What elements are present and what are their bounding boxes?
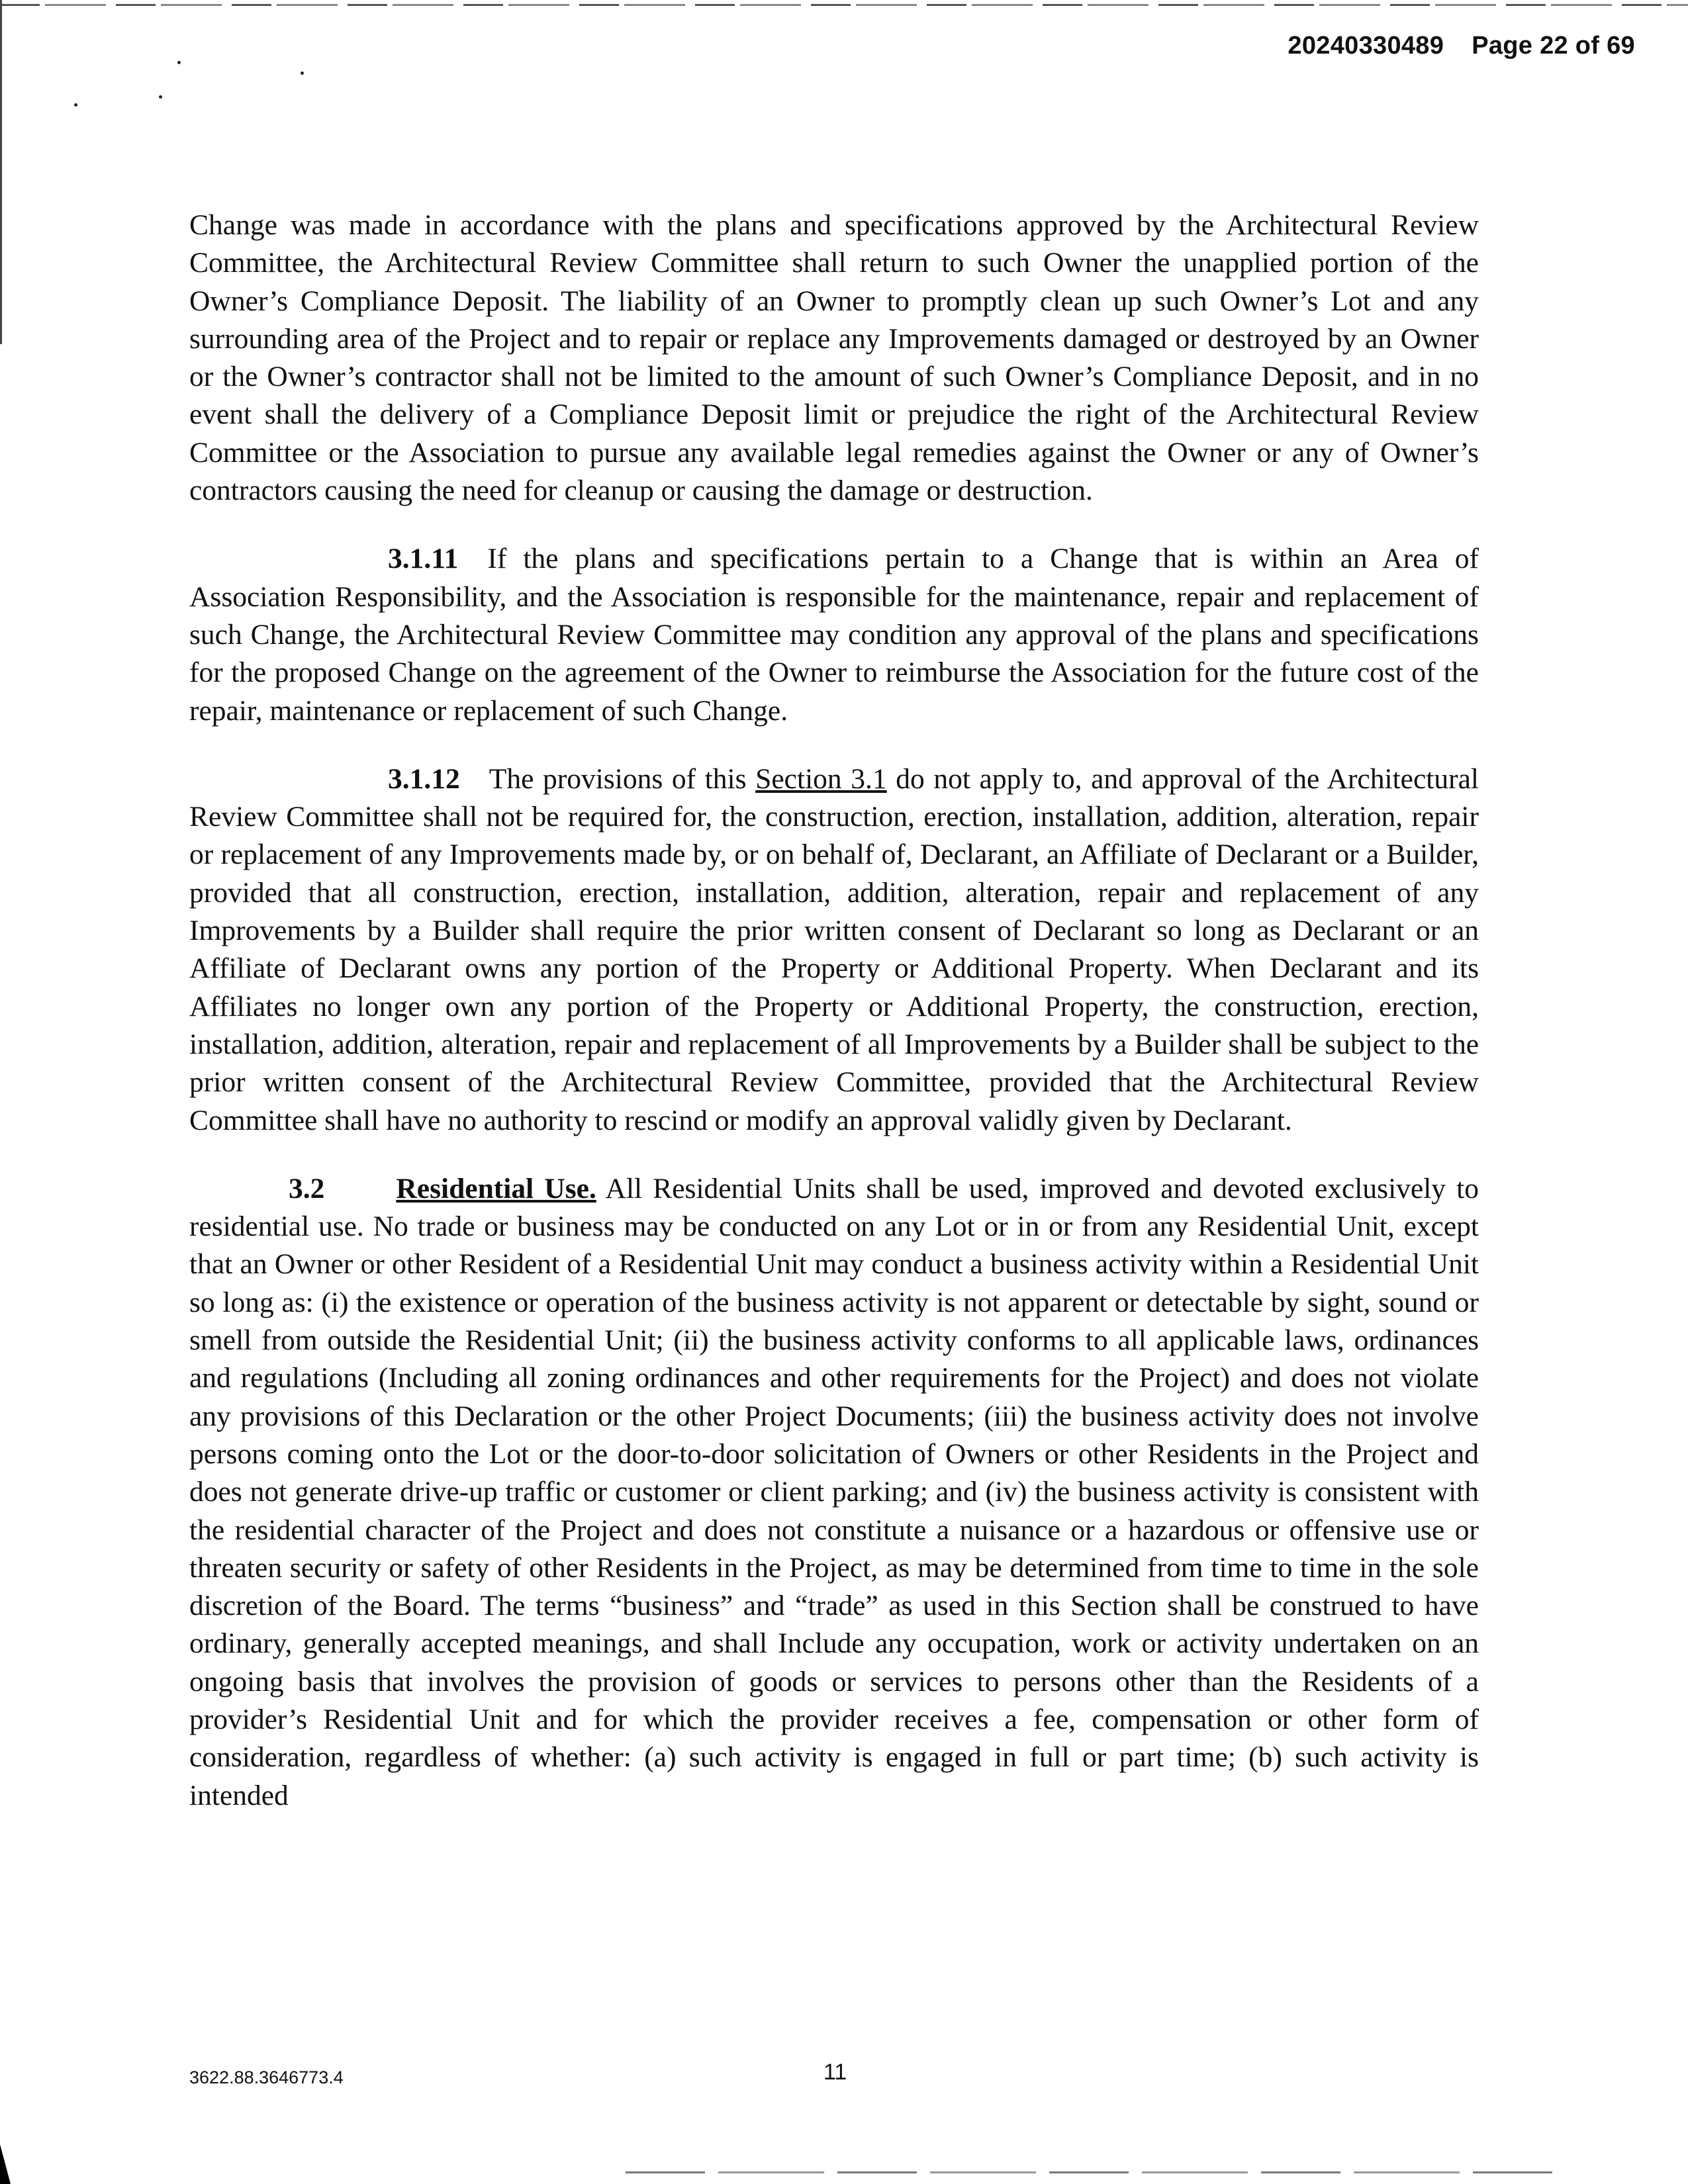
section-text-before-ref: The provisions of this	[489, 762, 756, 795]
section-3-1-12	[189, 760, 1479, 1140]
section-text: All Residential Units shall be used, improved and devoted exclusively to residential use. No trade or business may be conducted on any Lot or in or from any Residential Unit, except that an Owner or other Resident of a Residential Unit may conduct a business activity within a Residential Unit so long as: (i) the existence or operation of the business activity is not apparent or detectable by sight, sound or smell from outside the Residential Unit; (ii) the business activity conforms to all applicable laws, ordinances and regulations (Including all zoning ordinances and other requirements for the Project) and does not violate any provisions of this Declaration or the other Project Documents; (iii) the business activity does not involve persons coming onto the Lot or the door-to-door solicitation of Owners or other Residents in the Project and does not generate drive-up traffic or customer or client parking; and (iv) the business activity is consistent with the residential character of the Project and does not constitute a nuisance or a hazardous or offensive use or threaten security or safety of other Residents in the Project, as may be determined from time to time in the sole discretion of the Board. The terms “business” and “trade” as used in this Section shall be construed to have ordinary, generally accepted meanings, and shall Include any occupation, work or activity undertaken on an ongoing basis that involves the provision of goods or services to persons other than the Residents of a provider’s Residential Unit and for which the provider receives a fee, compensation or other form of consideration, regardless of whether: (a) such activity is engaged in full or part time; (b) such activity is intended	[189, 1172, 1479, 1811]
section-number: 3.1.11	[388, 543, 459, 575]
section-3-2	[189, 1170, 1479, 1815]
document-body	[189, 206, 1479, 1845]
section-number: 3.1.12	[388, 762, 460, 795]
scan-edge-left	[0, 0, 2, 344]
scan-speck	[177, 61, 181, 64]
scan-corner-mark	[0, 2144, 11, 2184]
footer-page-number: 11	[823, 2060, 847, 2085]
page-label: Page 22 of 69	[1472, 32, 1635, 60]
scan-speck	[301, 71, 304, 75]
section-number: 3.2	[289, 1172, 325, 1205]
footer-document-id: 3622.88.3646773.4	[189, 2068, 344, 2087]
section-text-after-ref: do not apply to, and approval of the Architectural Review Committee shall not be required for, the construction, erection, installation, addition, alteration, repair or replacement of any Improvements made by, or on behalf of, Declarant, an Affiliate of Declarant or a Builder, provided that all construction, erection, installation, addition, alteration, repair and replacement of any Improvements by a Builder shall require the prior written consent of Declarant so long as Declarant or an Affiliate of Declarant owns any portion of the Property or Additional Property. When Declarant and its Affiliates no longer own any portion of the Property or Additional Property, the construction, erection, installation, addition, alteration, repair and replacement of all Improvements by a Builder shall be subject to the prior written consent of the Architectural Review Committee, provided that the Architectural Review Committee shall have no authority to rescind or modify an approval validly given by Declarant.	[189, 762, 1479, 1136]
document-number: 20240330489	[1288, 32, 1444, 60]
scan-edge-bottom	[626, 2171, 1552, 2173]
recording-header	[1288, 32, 1635, 60]
section-text: If the plans and specifications pertain to a Change that is within an Area of Association Responsibility, and the Association is responsible for the maintenance, repair and replacement of such Change, the Architectural Review Committee may condition any approval of the plans and specifications for the proposed Change on the agreement of the Owner to reimburse the Association for the future cost of the repair, maintenance or replacement of such Change.	[189, 543, 1479, 727]
scan-speck	[159, 95, 162, 99]
section-cross-reference: Section 3.1	[755, 762, 887, 795]
continuation-paragraph: Change was made in accordance with the plans and specifications approved by the Architectural Review Committee, the Architectural Review Committee shall return to such Owner the unapplied portion of the Owner’s Compliance Deposit. The liability of an Owner to promptly clean up such Owner’s Lot and any surrounding area of the Project and to repair or replace any Improvements damaged or destroyed by an Owner or the Owner’s contractor shall not be limited to the amount of such Owner’s Compliance Deposit, and in no event shall the delivery of a Compliance Deposit limit or prejudice the right of the Architectural Review Committee or the Association to pursue any available legal remedies against the Owner or any of Owner’s contractors causing the need for cleanup or causing the damage or destruction.	[189, 209, 1479, 507]
section-3-1-11	[189, 540, 1479, 729]
scan-speck	[74, 103, 77, 107]
scan-edge-top	[0, 4, 1688, 6]
section-heading: Residential Use.	[396, 1172, 596, 1205]
